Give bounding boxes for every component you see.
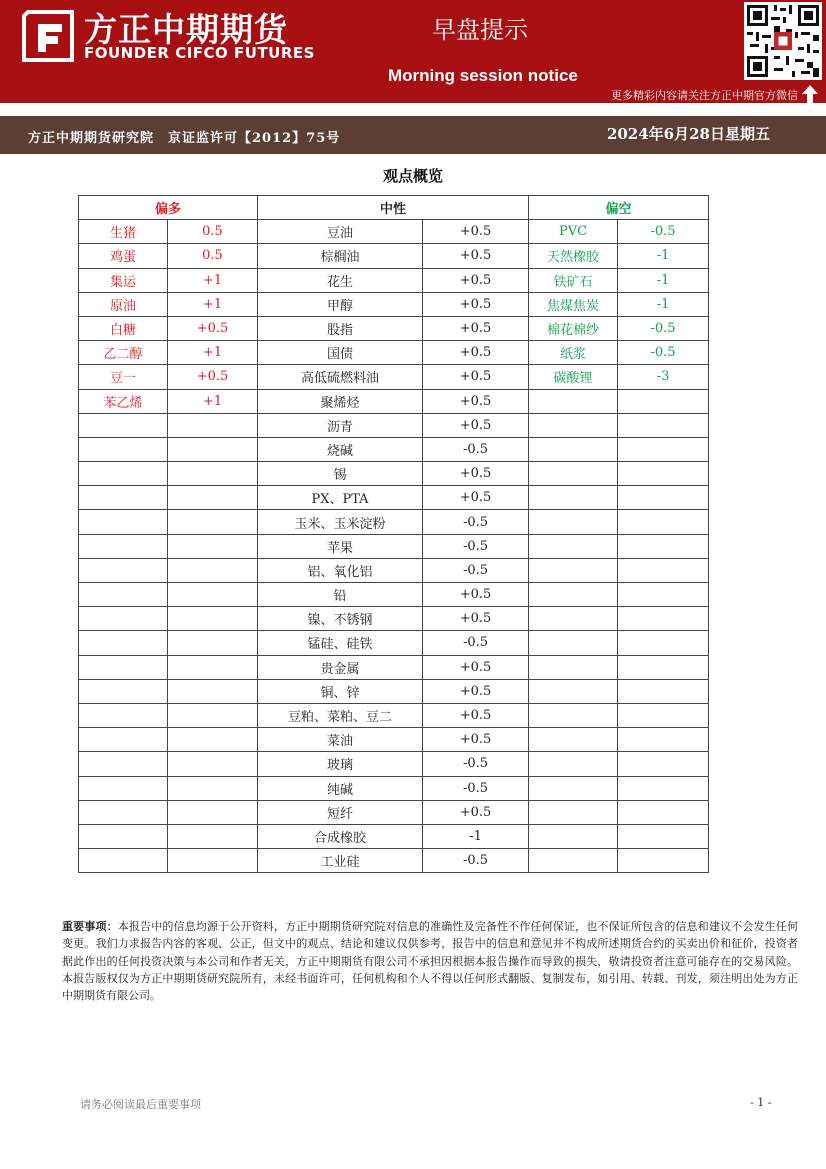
table-row [79, 510, 709, 534]
neutral-commodity-cell: 国债 [258, 341, 423, 365]
bear-score-cell [618, 607, 709, 631]
bear-commodity-cell [529, 703, 618, 727]
neutral-score-cell: +0.5 [423, 607, 529, 631]
bull-commodity-cell [79, 558, 168, 582]
bear-score-cell [618, 510, 709, 534]
bear-commodity-cell [529, 728, 618, 752]
bear-commodity-cell [529, 437, 618, 461]
table-header-row [79, 196, 709, 220]
bear-score-cell [618, 631, 709, 655]
research-institute-license: 方正中期期货研究院 京证监许可【2012】75号 [28, 131, 341, 146]
neutral-commodity-cell: 沥青 [258, 413, 423, 437]
bear-commodity-cell [529, 655, 618, 679]
bull-commodity-cell [79, 583, 168, 607]
bear-score-cell [618, 583, 709, 607]
table-row [79, 703, 709, 727]
bull-score-cell [168, 558, 258, 582]
table-row [79, 365, 709, 389]
bull-score-cell: +1 [168, 268, 258, 292]
table-row [79, 389, 709, 413]
bear-commodity-cell: 铁矿石 [529, 268, 618, 292]
bear-commodity-cell [529, 558, 618, 582]
bull-score-cell [168, 679, 258, 703]
neutral-commodity-cell: 贵金属 [258, 655, 423, 679]
bull-score-cell [168, 486, 258, 510]
bull-score-cell [168, 631, 258, 655]
neutral-score-cell: -0.5 [423, 558, 529, 582]
bull-commodity-cell [79, 486, 168, 510]
neutral-commodity-cell: 铜、锌 [258, 679, 423, 703]
bear-score-cell: -0.5 [618, 316, 709, 340]
bear-commodity-cell [529, 486, 618, 510]
neutral-commodity-cell: 玻璃 [258, 752, 423, 776]
bear-commodity-cell: 碳酸锂 [529, 365, 618, 389]
neutral-commodity-cell: PX、PTA [258, 486, 423, 510]
table-row [79, 752, 709, 776]
bull-score-cell [168, 655, 258, 679]
bear-score-cell [618, 462, 709, 486]
neutral-score-cell: +0.5 [423, 800, 529, 824]
neutral-header: 中性 [258, 196, 529, 220]
table-row [79, 655, 709, 679]
page-number: - 1 - [750, 1096, 772, 1109]
bear-commodity-cell [529, 849, 618, 873]
table-row [79, 800, 709, 824]
table-row [79, 268, 709, 292]
neutral-commodity-cell: 锰硅、硅铁 [258, 631, 423, 655]
wechat-follow-note: 更多精彩内容请关注方正中期官方微信 [611, 89, 798, 102]
neutral-commodity-cell: 短纤 [258, 800, 423, 824]
bear-header: 偏空 [529, 196, 709, 220]
page-subtitle: Morning session notice [388, 66, 578, 85]
neutral-score-cell: +0.5 [423, 679, 529, 703]
bear-score-cell [618, 679, 709, 703]
bull-commodity-cell: 乙二醇 [79, 341, 168, 365]
bull-score-cell [168, 849, 258, 873]
bull-score-cell [168, 776, 258, 800]
bull-commodity-cell: 豆一 [79, 365, 168, 389]
table-row [79, 679, 709, 703]
neutral-score-cell: -0.5 [423, 752, 529, 776]
bull-header: 偏多 [79, 196, 258, 220]
bear-commodity-cell [529, 583, 618, 607]
bear-commodity-cell [529, 800, 618, 824]
table-row [79, 607, 709, 631]
table-row [79, 244, 709, 268]
neutral-score-cell: -0.5 [423, 849, 529, 873]
neutral-commodity-cell: 豆粕、菜粕、豆二 [258, 703, 423, 727]
header-divider [0, 103, 826, 105]
bear-commodity-cell [529, 413, 618, 437]
neutral-commodity-cell: 花生 [258, 268, 423, 292]
table-row [79, 437, 709, 461]
bear-score-cell: -0.5 [618, 220, 709, 244]
neutral-score-cell: +0.5 [423, 244, 529, 268]
table-row [79, 824, 709, 848]
viewpoint-table [78, 195, 709, 873]
bull-commodity-cell: 集运 [79, 268, 168, 292]
bull-score-cell [168, 437, 258, 461]
bear-commodity-cell [529, 752, 618, 776]
bull-commodity-cell [79, 462, 168, 486]
neutral-score-cell: +0.5 [423, 703, 529, 727]
bull-score-cell: +1 [168, 341, 258, 365]
bull-commodity-cell [79, 534, 168, 558]
section-title: 观点概览 [382, 167, 443, 185]
neutral-commodity-cell: 股指 [258, 316, 423, 340]
bear-score-cell: -1 [618, 292, 709, 316]
neutral-score-cell: -0.5 [423, 510, 529, 534]
notice-text: 本报告中的信息均源于公开资料，方正中期期货研究院对信息的准确性及完备性不作任何保证，也不保证所包含的信息和建议不会发生任何变更。我们力求报告内容的客观、公正，但文中的观点、结论和建议仅供参考，报告中的信息和意见并不构成所述期货合约的买卖出价和征价，投资者据此作出的任何投资决策与本公司和作者无关，方正中期期货有限公司不承担因根据本报告操作而导致的损失，敬请投资者注意可能存在的交易风险。本报告版权仅为方正中期期货研究院所有，未经书面许可，任何机构和个人不得以任何形式翻版、复制发布，如引用、转载、刊发，须注明出处为方正中期期货有限公司。 [62, 920, 799, 1003]
bull-score-cell [168, 703, 258, 727]
bull-score-cell: +1 [168, 389, 258, 413]
page-title: 早盘提示 [432, 16, 528, 44]
bull-commodity-cell [79, 800, 168, 824]
neutral-commodity-cell: 铝、氧化铝 [258, 558, 423, 582]
bull-score-cell [168, 462, 258, 486]
neutral-commodity-cell: 纯碱 [258, 776, 423, 800]
table-row [79, 316, 709, 340]
table-row [79, 486, 709, 510]
neutral-commodity-cell: 工业硅 [258, 849, 423, 873]
neutral-score-cell: -0.5 [423, 437, 529, 461]
bear-commodity-cell [529, 462, 618, 486]
table-row [79, 583, 709, 607]
bull-commodity-cell [79, 824, 168, 848]
bear-commodity-cell: 纸浆 [529, 341, 618, 365]
bull-score-cell [168, 824, 258, 848]
bear-score-cell [618, 776, 709, 800]
neutral-score-cell: +0.5 [423, 462, 529, 486]
bear-score-cell [618, 824, 709, 848]
bull-commodity-cell [79, 607, 168, 631]
table-row [79, 462, 709, 486]
bull-score-cell: +0.5 [168, 365, 258, 389]
neutral-commodity-cell: 烧碱 [258, 437, 423, 461]
neutral-score-cell: +0.5 [423, 341, 529, 365]
table-row [79, 631, 709, 655]
bull-score-cell [168, 534, 258, 558]
bull-score-cell: 0.5 [168, 220, 258, 244]
bear-commodity-cell: 焦煤焦炭 [529, 292, 618, 316]
neutral-score-cell: +0.5 [423, 316, 529, 340]
bull-commodity-cell [79, 776, 168, 800]
neutral-commodity-cell: 豆油 [258, 220, 423, 244]
bull-commodity-cell [79, 631, 168, 655]
bear-commodity-cell [529, 824, 618, 848]
bull-commodity-cell [79, 413, 168, 437]
bull-commodity-cell [79, 510, 168, 534]
bear-score-cell [618, 800, 709, 824]
bull-commodity-cell [79, 752, 168, 776]
bear-score-cell [618, 703, 709, 727]
bear-score-cell [618, 849, 709, 873]
bear-commodity-cell [529, 776, 618, 800]
table-row [79, 341, 709, 365]
bull-commodity-cell [79, 703, 168, 727]
neutral-score-cell: +0.5 [423, 728, 529, 752]
bear-score-cell [618, 752, 709, 776]
notice-label: 重要事项： [62, 920, 118, 933]
neutral-score-cell: +0.5 [423, 365, 529, 389]
bear-score-cell [618, 558, 709, 582]
brand-name-en: FOUNDER CIFCO FUTURES [84, 44, 315, 62]
bull-score-cell [168, 607, 258, 631]
neutral-commodity-cell: 镍、不锈钢 [258, 607, 423, 631]
neutral-commodity-cell: 锡 [258, 462, 423, 486]
table-row [79, 849, 709, 873]
bear-commodity-cell: 天然橡胶 [529, 244, 618, 268]
table-row [79, 728, 709, 752]
bull-score-cell [168, 413, 258, 437]
neutral-commodity-cell: 合成橡胶 [258, 824, 423, 848]
bull-score-cell [168, 800, 258, 824]
bull-commodity-cell [79, 849, 168, 873]
table-row [79, 558, 709, 582]
bear-score-cell [618, 413, 709, 437]
bear-commodity-cell [529, 534, 618, 558]
bear-commodity-cell [529, 389, 618, 413]
bear-score-cell [618, 437, 709, 461]
table-row [79, 292, 709, 316]
table-row [79, 776, 709, 800]
neutral-score-cell: +0.5 [423, 389, 529, 413]
neutral-score-cell: +0.5 [423, 583, 529, 607]
bear-score-cell [618, 728, 709, 752]
bear-score-cell: -3 [618, 365, 709, 389]
bull-score-cell [168, 583, 258, 607]
neutral-commodity-cell: 苹果 [258, 534, 423, 558]
bear-commodity-cell [529, 607, 618, 631]
report-date: 2024年6月28日星期五 [606, 125, 770, 143]
bull-commodity-cell: 生猪 [79, 220, 168, 244]
neutral-score-cell: +0.5 [423, 292, 529, 316]
neutral-commodity-cell: 棕榈油 [258, 244, 423, 268]
bull-commodity-cell: 苯乙烯 [79, 389, 168, 413]
neutral-score-cell: -1 [423, 824, 529, 848]
table-row [79, 220, 709, 244]
bull-commodity-cell: 白糖 [79, 316, 168, 340]
bear-score-cell [618, 486, 709, 510]
arrow-up-icon [801, 84, 819, 104]
bull-commodity-cell [79, 655, 168, 679]
bull-commodity-cell: 原油 [79, 292, 168, 316]
bear-commodity-cell: 棉花棉纱 [529, 316, 618, 340]
bear-score-cell: -1 [618, 268, 709, 292]
bear-score-cell [618, 655, 709, 679]
bull-score-cell [168, 752, 258, 776]
neutral-commodity-cell: 玉米、玉米淀粉 [258, 510, 423, 534]
founder-logo-icon [22, 10, 74, 62]
bull-commodity-cell [79, 728, 168, 752]
bear-score-cell: -1 [618, 244, 709, 268]
neutral-score-cell: +0.5 [423, 413, 529, 437]
bear-score-cell [618, 389, 709, 413]
bull-score-cell [168, 728, 258, 752]
bull-commodity-cell: 鸡蛋 [79, 244, 168, 268]
important-notice [62, 918, 798, 1004]
neutral-score-cell: +0.5 [423, 655, 529, 679]
bull-score-cell [168, 510, 258, 534]
neutral-score-cell: +0.5 [423, 268, 529, 292]
neutral-commodity-cell: 铅 [258, 583, 423, 607]
footer-note: 请务必阅读最后重要事项 [80, 1098, 201, 1111]
brand-name-cn: 方正中期期货 [84, 10, 288, 49]
bear-score-cell [618, 534, 709, 558]
table-row [79, 413, 709, 437]
bull-commodity-cell [79, 679, 168, 703]
bear-score-cell: -0.5 [618, 341, 709, 365]
neutral-commodity-cell: 甲醇 [258, 292, 423, 316]
neutral-score-cell: +0.5 [423, 220, 529, 244]
bull-score-cell: +1 [168, 292, 258, 316]
bull-score-cell: 0.5 [168, 244, 258, 268]
bull-commodity-cell [79, 437, 168, 461]
neutral-score-cell: +0.5 [423, 486, 529, 510]
neutral-commodity-cell: 聚烯烃 [258, 389, 423, 413]
table-row [79, 534, 709, 558]
neutral-score-cell: -0.5 [423, 631, 529, 655]
qr-code-icon [744, 2, 822, 80]
neutral-score-cell: -0.5 [423, 776, 529, 800]
bull-score-cell: +0.5 [168, 316, 258, 340]
neutral-commodity-cell: 高低硫燃料油 [258, 365, 423, 389]
bear-commodity-cell [529, 679, 618, 703]
neutral-score-cell: -0.5 [423, 534, 529, 558]
bear-commodity-cell: PVC [529, 220, 618, 244]
neutral-commodity-cell: 菜油 [258, 728, 423, 752]
bear-commodity-cell [529, 631, 618, 655]
bear-commodity-cell [529, 510, 618, 534]
